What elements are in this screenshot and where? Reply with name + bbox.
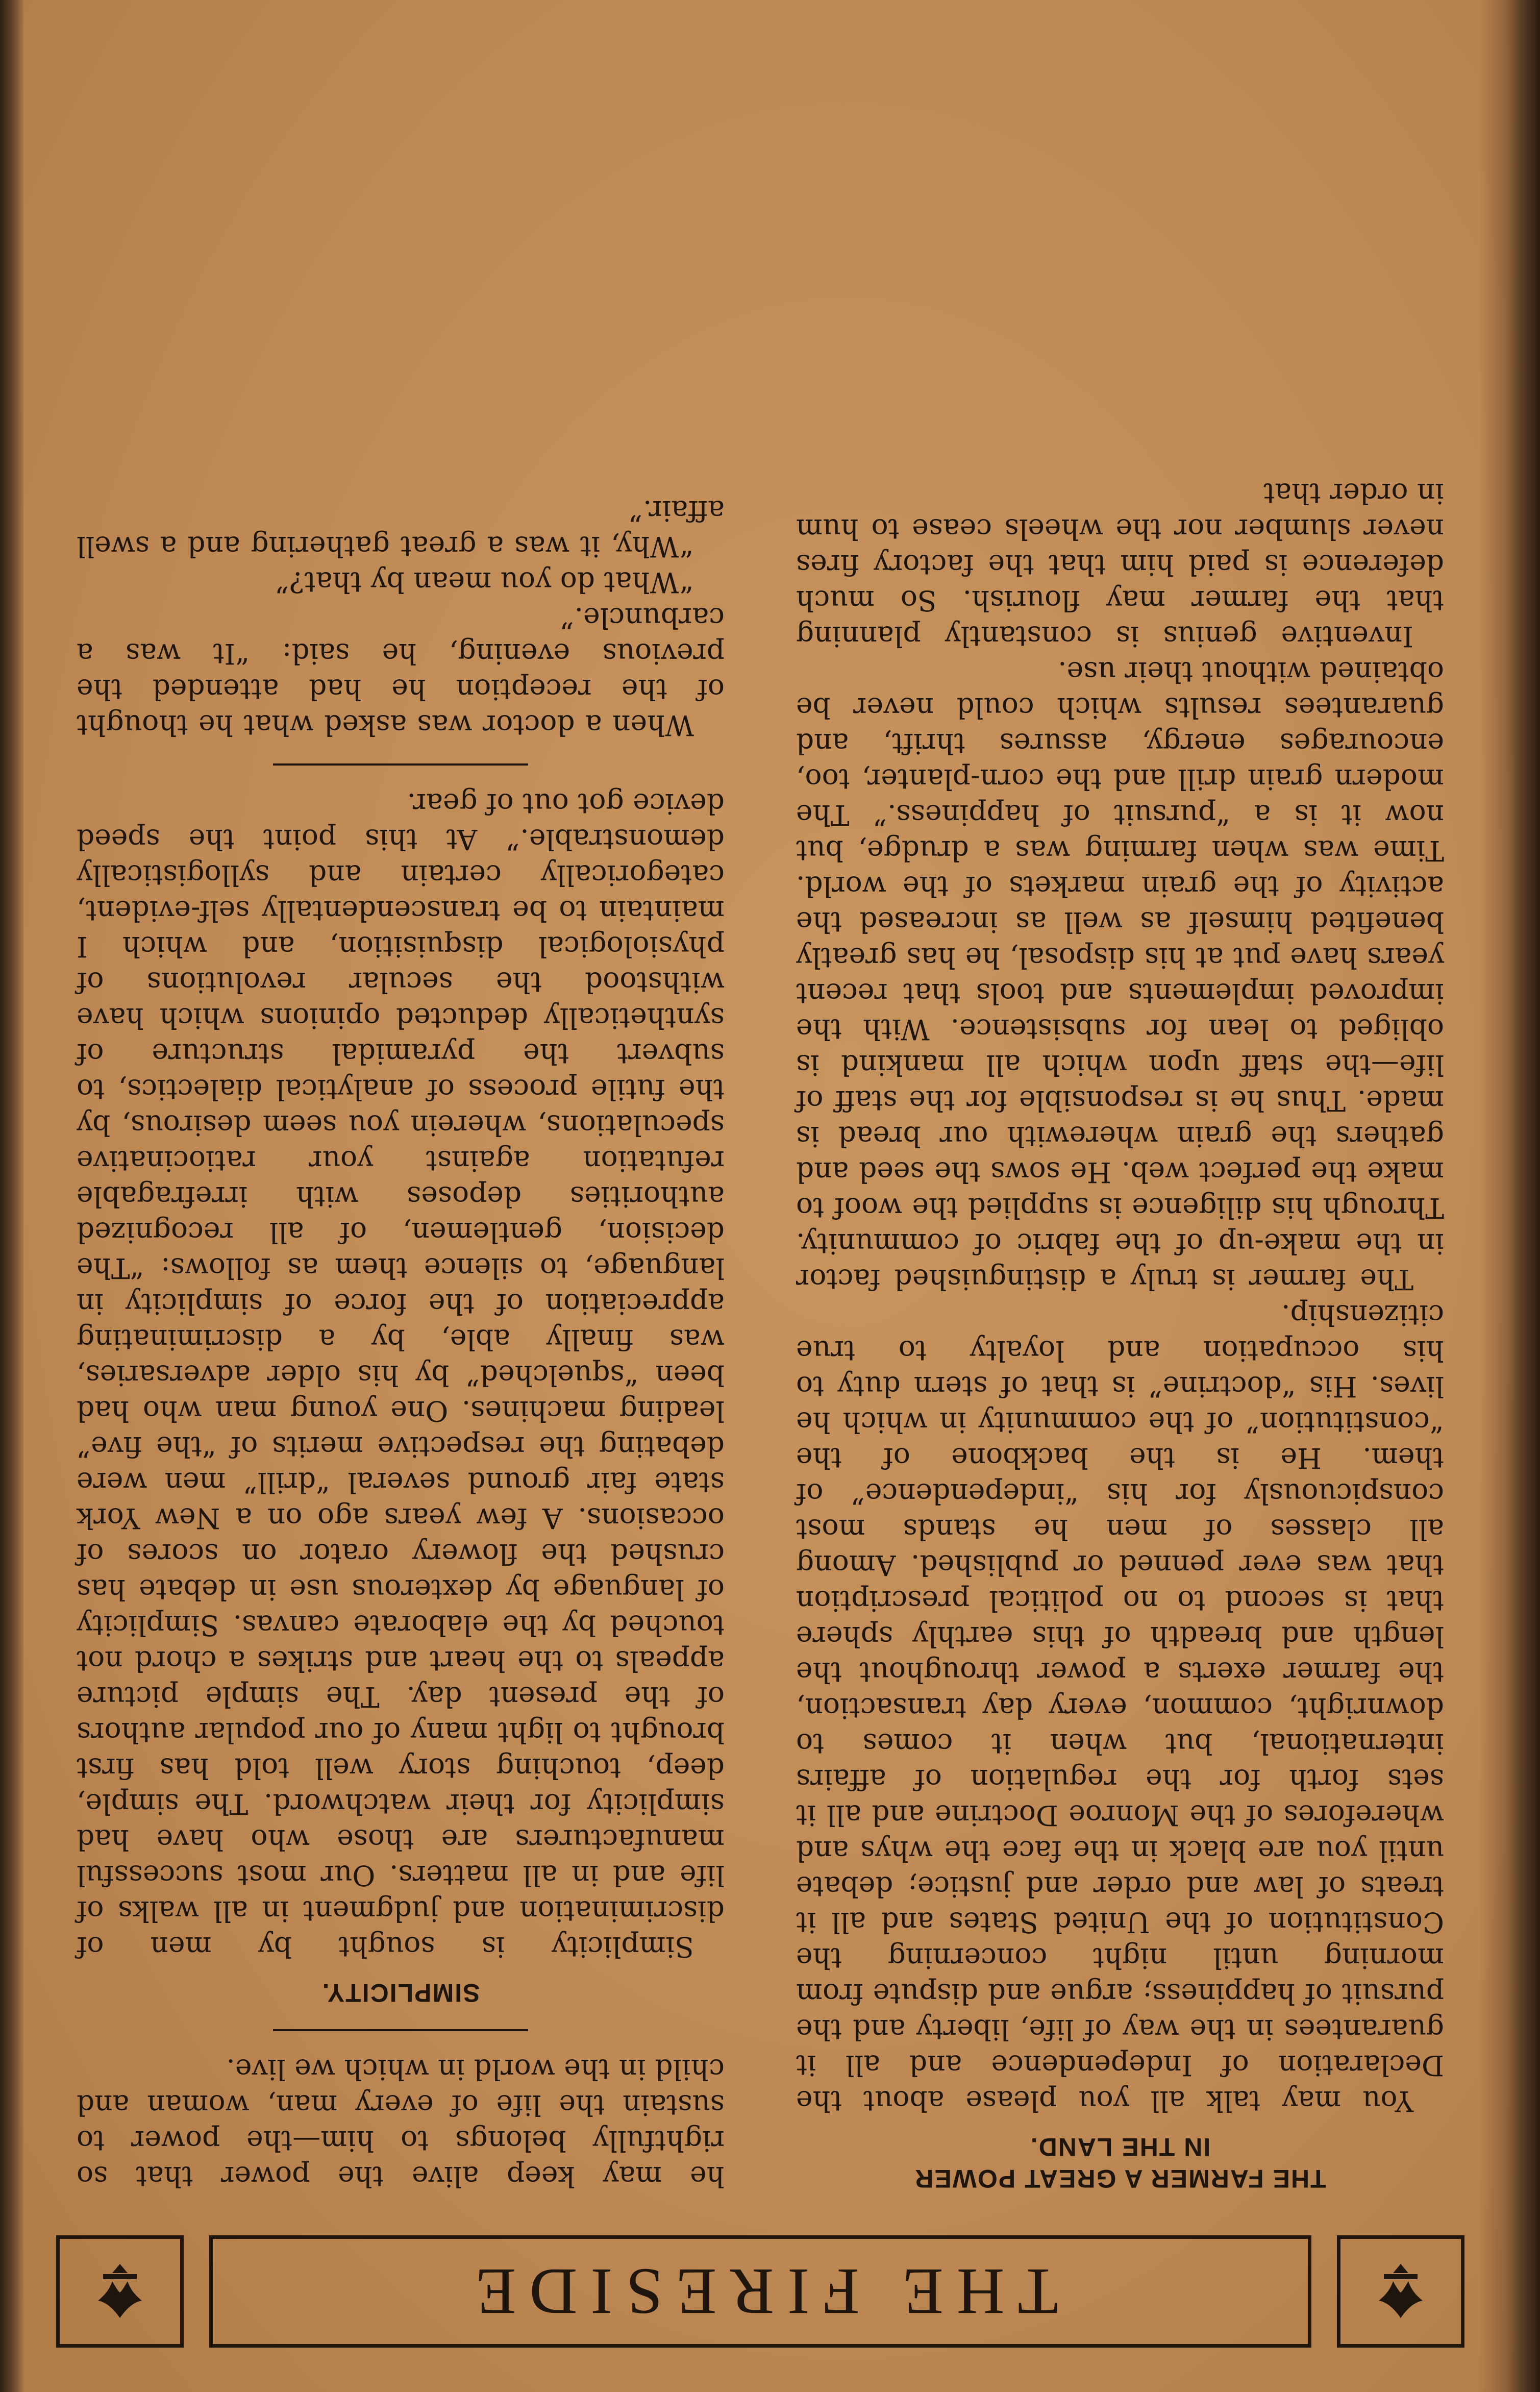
divider-rule [273,2029,528,2031]
fleur-ornament-icon [92,2261,148,2322]
farmer-paragraph-1: You may talk all you please about the Declaration of Independence and all it guarantees in the way of life, liberty and the pursuit of happiness; argue and dispute from morning until night concerning the Constitution of the United States and all it treats of law and order and justice; debate until you are black in the face the whys and wherefores of the Monroe Doctrine and all it sets forth for the regulation of affairs international, but when it comes to downright, common, every day transaction, the farmer exerts a power throughout the length and breadth of this earthly sphere that is second to no political prescription that was ever penned or published. Among all classes of men he stands most conspicuously for his “independence” of them. He is the backbone of the “constitution” of the community in which he lives. His “doctrine” is that of stern duty to his occupation and loyalty to true citizenship. [796,1299,1444,2117]
doctor-answer: “Why, it was a great gathering and a swell affair.” [77,495,725,563]
article-headline-simplicity: SIMPLICITY. [321,1979,480,2007]
farmer-continuation: he may keep alive the power that so rightfully belongs to him—the power to sustain the life of every man, woman and child in the world in which we live. [77,2053,725,2193]
masthead [56,2230,1464,2348]
ornament-box-left [1337,2235,1464,2348]
headline-line-2: IN THE LAND. [1029,2133,1211,2161]
simplicity-paragraph: Simplicity is sought by men of discrimination and judgment in all walks of life and in all matters. Our most successful manufacturers are those who have had simplicity for their watchword. The simple, deep, touching story well told has first brought to light many of our popular authors of the present day. The simple picture appeals to the heart and strikes a chord not touched by the elaborate canvas. Simplicity of language by dexterous use in debate has crushed the flowery orator on scores of occasions. A few years ago on a New York state fair ground several “drill” men were debating the respective merits of “the five” leading machines. One young man who had been “squelched” by his older adversaries, was finally able, by a discriminating appreciation of the force of simplicity in language, to silence them as follows: “The decision, gentlemen, of all recognized authorities deposes with irrefragable refutation against your ratiocinative speculations, wherein you seem desirous, by the futile process of analytical dialectics, to subvert the pyramidal structure of synthetically deducted opinions which have withstood the secular revolutions of physiological disquisition, and which I maintain to be transcendentally self-evident, categorically certain and syllogistically demonstrable.” At this point the speed device got out of gear. [77,787,725,1963]
page-edges [1479,0,1540,2392]
divider-rule [273,763,528,766]
doctor-paragraph: When a doctor was asked what he thought of the reception he had attended the previous evening, he said: “It was a carbuncle.” [77,602,725,742]
doctor-question: “What do you mean by that?” [275,566,694,599]
title-box [209,2235,1311,2348]
page-title: THE FIRESIDE [462,2255,1058,2328]
binding-edge [0,0,23,2392]
headline-line-1: THE FARMER A GREAT POWER [914,2164,1326,2193]
right-column [77,493,725,2194]
left-column [796,476,1444,2194]
printed-page-rotated [56,20,1464,2348]
fleur-ornament-icon [1373,2261,1429,2322]
farmer-paragraph-3: Inventive genius is constantly planning that the farmer may flourish. So much deference is paid him that the factory fires never slumber nor the wheels cease to hum in order that [796,477,1444,653]
article-headline-farmer [796,2131,1444,2194]
ornament-box-right [56,2235,184,2348]
farmer-paragraph-2: The farmer is truly a distinguished factor in the make-up of the fabric of community. Through his diligence is supplied the woof to make the perfect web. He sows the seed and gathers the grain wherewith our bread is made. Thus he is responsible for the staff of life—the staff upon which all mankind is obliged to lean for subsistence. With the improved implements and tools that recent years have put at his disposal, he has greatly benefited himself as well as increased the activity of the grain markets of the world. Time was when farming was a drudge, but now it is a “pursuit of happiness.” The modern grain drill and the corn-planter, too, encourages energy, assures thrift, and guarantees results which could never be obtained without their use. [796,656,1444,1296]
